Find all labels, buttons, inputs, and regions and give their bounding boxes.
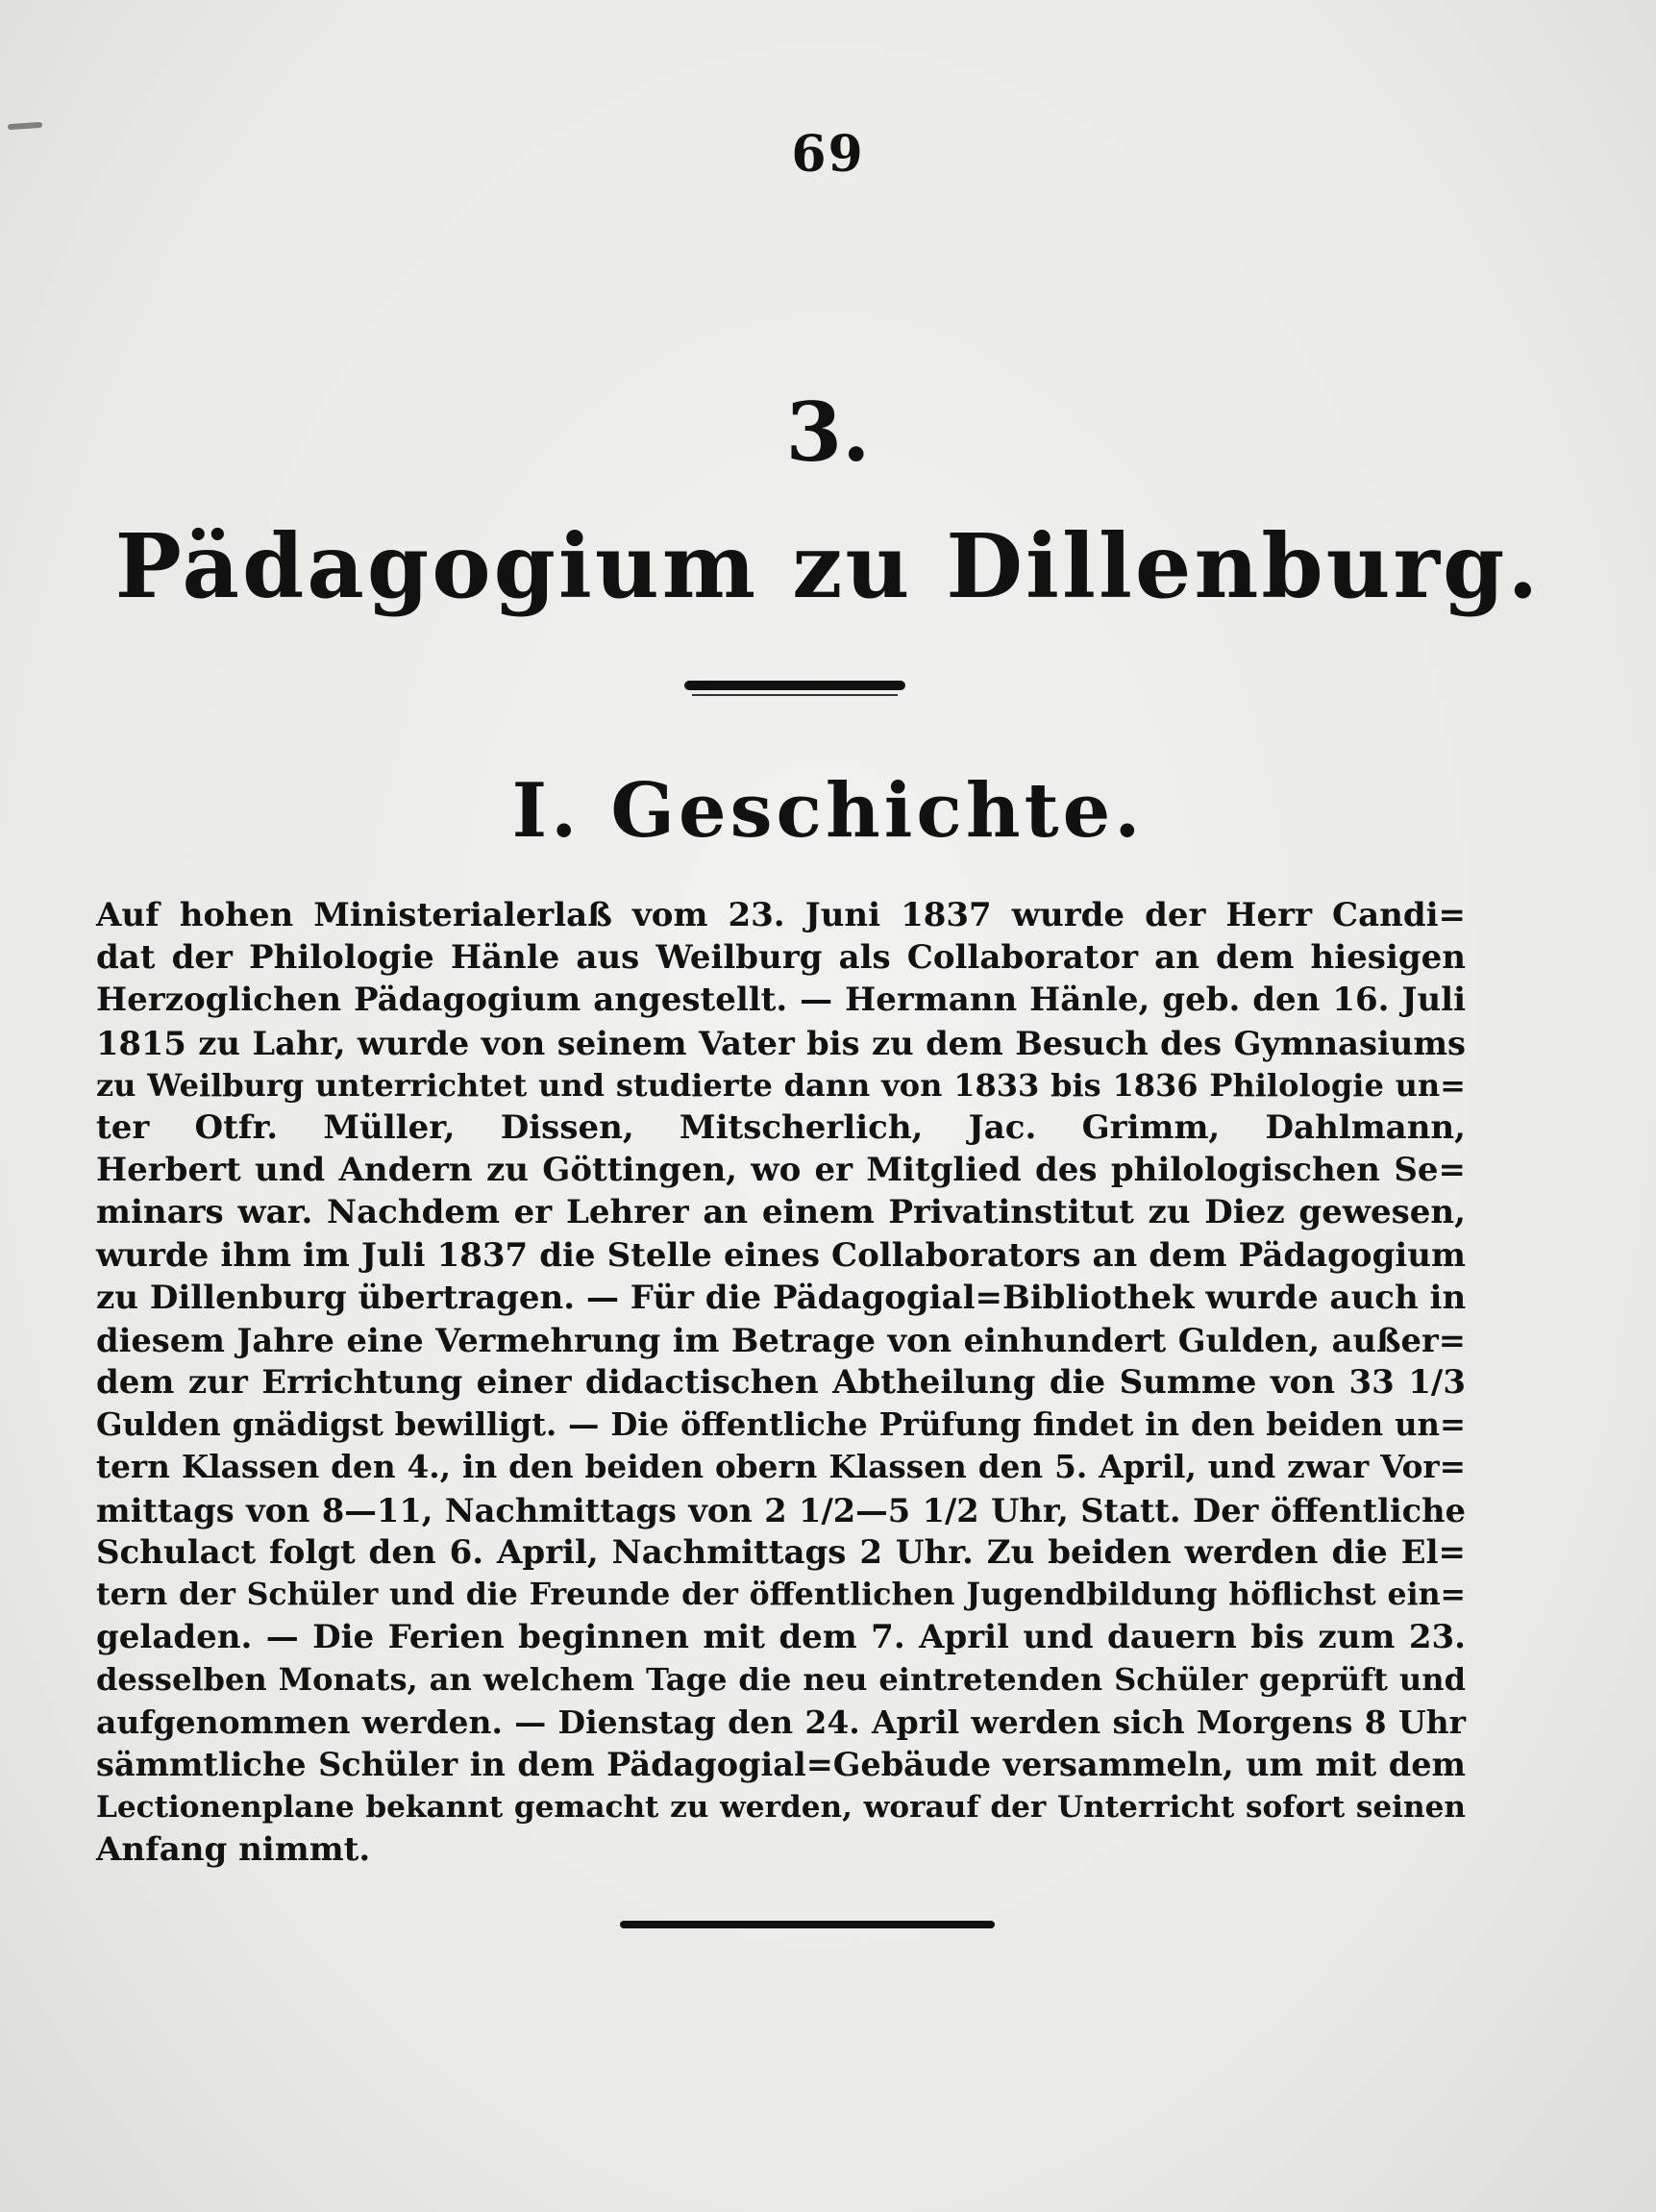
text-line: Anfang nimmt. <box>96 1830 371 1870</box>
text-line: desselben Monats, an welchem Tage die neu eintretenden Schüler geprüft und <box>96 1661 1466 1699</box>
text-line: aufgenommen werden. — Dienstag den 24. April werden sich Morgens 8 Uhr <box>96 1702 1466 1741</box>
text-line: Lectionenplane bekannt gemacht zu werden, worauf der Unterricht sofort seinen <box>96 1789 1466 1825</box>
text-line: dat der Philologie Hänle aus Weilburg als Collaborator an dem hiesigen <box>96 938 1466 978</box>
text-line: dem zur Errichtung einer didactischen Abtheilung die Summe von 33 1/3 <box>96 1363 1466 1403</box>
text-line: mittags von 8—11, Nachmittags von 2 1/2—5 1/2 Uhr, Statt. Der öffentliche <box>96 1490 1466 1529</box>
text-line: ter Otfr. Müller, Dissen, Mitscherlich, Jac. Grimm, Dahlmann, <box>96 1107 1466 1147</box>
text-line: minars war. Nachdem er Lehrer an einem Privatinstitut zu Diez gewesen, <box>96 1193 1466 1232</box>
text-line: zu Dillenburg übertragen. — Für die Pädagogial=Bibliothek wurde auch in <box>96 1278 1467 1317</box>
text-line: Schulact folgt den 6. April, Nachmittags 2 Uhr. Zu beiden werden die El= <box>96 1532 1466 1572</box>
text-line: zu Weilburg unterrichtet und studierte dann von 1833 bis 1836 Philologie un= <box>96 1066 1466 1104</box>
text-line: diesem Jahre eine Vermehrung im Betrage von einhundert Gulden, außer= <box>96 1320 1466 1359</box>
title-divider <box>684 681 905 690</box>
text-line: 1815 zu Lahr, wurde von seinem Vater bis zu dem Besuch des Gymnasiums <box>96 1023 1466 1062</box>
text-line: tern Klassen den 4., in den beiden obern Klassen den 5. April, und zwar Vor= <box>96 1448 1466 1486</box>
text-line: geladen. — Die Ferien beginnen mit dem 7. April und dauern bis zum 23. <box>96 1618 1466 1657</box>
text-line: tern der Schüler und die Freunde der öffentlichen Jugendbildung höflichst ein= <box>96 1577 1466 1612</box>
closing-divider <box>620 1921 995 1928</box>
page-number: 69 <box>791 125 865 184</box>
section-number: 3. <box>785 385 871 480</box>
text-line: Herzoglichen Pädagogium angestellt. — Hermann Hänle, geb. den 16. Juli <box>96 981 1466 1020</box>
text-line: wurde ihm im Juli 1837 die Stelle eines Collaborators an dem Pädagogium <box>96 1235 1466 1275</box>
text-line: sämmtliche Schüler in dem Pädagogial=Gebäude versammeln, um mit dem <box>96 1745 1466 1783</box>
text-line: Auf hohen Ministerialerlaß vom 23. Juni 1837 wurde der Herr Candi= <box>96 896 1466 934</box>
body-paragraph <box>96 894 1466 1871</box>
text-line: Gulden gnädigst bewilligt. — Die öffentliche Prüfung findet in den beiden un= <box>96 1406 1466 1444</box>
section-heading: I. Geschichte. <box>511 767 1145 855</box>
text-line: Herbert und Andern zu Göttingen, wo er Mitglied des philologischen Se= <box>96 1151 1466 1190</box>
page-title: Pädagogium zu Dillenburg. <box>114 514 1542 618</box>
